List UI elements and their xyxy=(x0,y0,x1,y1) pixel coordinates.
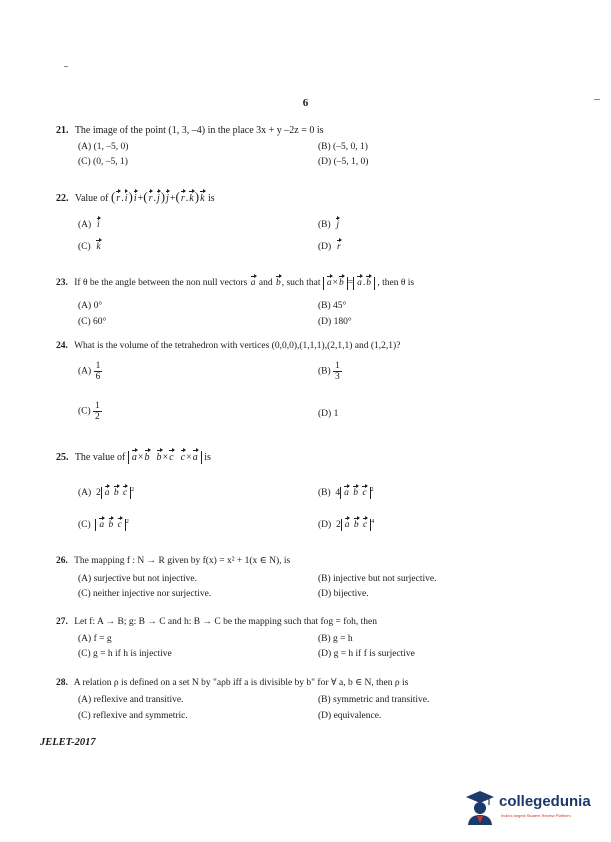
formula-cross-dot: a×b = a.b xyxy=(323,278,375,288)
question-text-post: is xyxy=(204,452,211,463)
option-d: (D) equivalence. xyxy=(318,711,382,721)
option-a: (A) 2 a b c $^2$ xyxy=(78,487,135,499)
option-c: (C) a b c $^2$ xyxy=(78,519,129,531)
option-d: (D) (–5, 1, 0) xyxy=(318,157,369,167)
option-c: (C) $\frac{1}{2}$ xyxy=(78,401,100,422)
question-text-mid2: , such that xyxy=(281,278,321,288)
option-b: (B) injective but not surjective. xyxy=(318,574,437,584)
question-text: The image of the point (1, 3, –4) in the place 3x + y –2z = 0 is xyxy=(74,125,324,136)
question-22 xyxy=(56,190,576,205)
option-c: (C) reflexive and symmetric. xyxy=(78,711,188,721)
logo-tagline: India's largest Student Review Platform xyxy=(501,813,571,818)
graduate-icon xyxy=(465,789,495,825)
option-a: (A) f = g xyxy=(78,634,112,644)
option-a: (A) i xyxy=(78,220,100,230)
question-number: 22. xyxy=(56,193,69,204)
option-b: (B) symmetric and transitive. xyxy=(318,695,430,705)
question-text-pre: Value of xyxy=(74,193,109,204)
question-number: 25. xyxy=(56,452,69,463)
collegedunia-logo[interactable] xyxy=(465,787,600,827)
option-b: (B) $\frac{1}{3}$ xyxy=(318,361,340,382)
question-21 xyxy=(56,124,576,137)
option-a: (A) surjective but not injective. xyxy=(78,574,197,584)
option-d: (D) r xyxy=(318,242,341,252)
question-text-post: is xyxy=(208,193,215,204)
page-number: 6 xyxy=(302,97,309,109)
option-a: (A) $\frac{1}{6}$ xyxy=(78,361,101,382)
option-b: (B) g = h xyxy=(318,634,353,644)
option-d: (D) 2 a b c $^4$ xyxy=(318,519,375,531)
question-text-mid: and xyxy=(258,278,273,288)
option-c: (C) g = h if h is injective xyxy=(78,649,172,659)
option-c: (C) neither injective nor surjective. xyxy=(78,589,212,599)
question-27 xyxy=(56,616,576,629)
logo-name: collegedunia xyxy=(499,793,591,810)
option-a: (A) (1, –5, 0) xyxy=(78,142,129,152)
option-d: (D) 180° xyxy=(318,317,352,327)
formula-box-product: a×b b×c c×a xyxy=(128,451,202,464)
option-b: (B) 4 a b c $^2$ xyxy=(318,487,374,499)
option-c: (C) k xyxy=(78,242,101,252)
question-text: Let f: A → B; g: B → C and h: B → C be the mapping such that fog = foh, then xyxy=(74,617,377,627)
question-number: 26. xyxy=(56,556,68,566)
question-text-pre: The value of xyxy=(74,452,126,463)
question-23: 23. If θ be the angle between the non null vectors a and b, such that a×b = a.b , then θ is xyxy=(56,278,415,288)
question-28 xyxy=(56,677,586,690)
question-number: 21. xyxy=(56,125,69,136)
question-24 xyxy=(56,340,586,353)
option-d: (D) 1 xyxy=(318,409,339,419)
option-b: (B) (–5, 0, 1) xyxy=(318,142,368,152)
formula-dot-products: (r.i)i+(r.j)j+(r.k)k xyxy=(110,189,205,204)
question-number: 24. xyxy=(56,341,68,351)
question-text: A relation ρ is defined on a set N by "aρb iff a is divisible by b" for ∀ a, b ∈ N, then ρ is xyxy=(73,678,409,688)
question-number: 28. xyxy=(56,678,68,688)
option-a: (A) 0° xyxy=(78,301,103,311)
question-text-pre: If θ be the angle between the non null vectors xyxy=(74,278,248,288)
scan-mark-left xyxy=(64,66,68,67)
question-number: 27. xyxy=(56,617,68,627)
option-a: (A) reflexive and transitive. xyxy=(78,695,184,705)
question-text-post: , then θ is xyxy=(377,278,415,288)
option-c: (C) (0, –5, 1) xyxy=(78,157,128,167)
question-text: What is the volume of the tetrahedron with vertices (0,0,0),(1,1,1),(2,1,1) and (1,2,1)? xyxy=(74,341,401,351)
question-25 xyxy=(56,451,576,464)
option-c: (C) 60° xyxy=(78,317,107,327)
question-number: 23. xyxy=(56,278,68,288)
option-b: (B) 45° xyxy=(318,301,347,311)
option-b: (B) j xyxy=(318,220,340,230)
question-26 xyxy=(56,555,576,568)
option-d: (D) g = h if f is surjective xyxy=(318,649,415,659)
footer-exam-code: JELET-2017 xyxy=(40,737,96,748)
option-d: (D) bijective. xyxy=(318,589,369,599)
question-text: The mapping f : N → R given by f(x) = x² + 1(x ∈ N), is xyxy=(74,556,291,566)
